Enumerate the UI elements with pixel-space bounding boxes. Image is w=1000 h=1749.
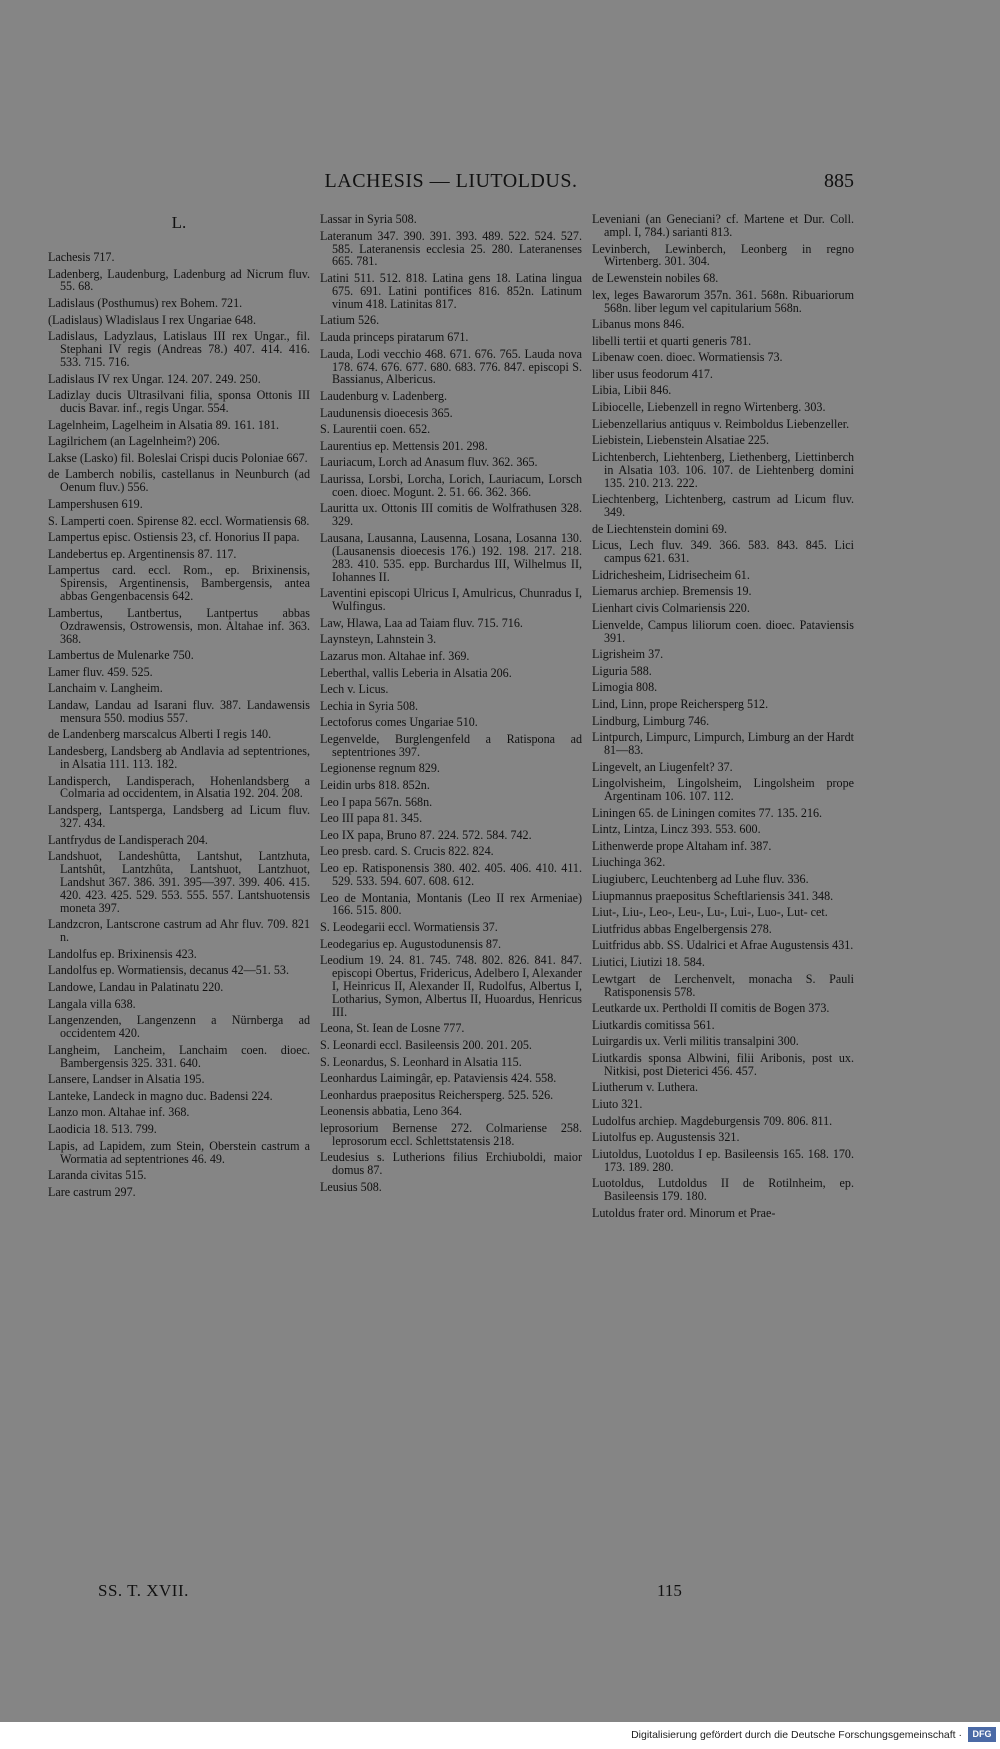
index-entry: de Lamberch nobilis, castellanus in Neunburch (ad Oenum fluv.) 556. [48, 467, 310, 495]
index-entry: Liebistein, Liebenstein Alsatiae 225. [592, 433, 769, 448]
index-entry: Lassar in Syria 508. [320, 212, 417, 226]
index-column-1 [48, 213, 310, 1202]
index-entry: Landowe, Landau in Palatinatu 220. [48, 980, 224, 995]
digitization-credit-bar [0, 1722, 1000, 1749]
index-entry: de Liechtenstein domini 69. [592, 521, 728, 536]
index-entry: de Lewenstein nobiles 68. [592, 271, 719, 285]
index-entry: S. Leodegarii eccl. Wormatiensis 37. [320, 920, 498, 934]
index-entry: Liugiuberc, Leuchtenberg ad Luhe fluv. 336. [592, 872, 809, 887]
index-entry: S. Lamperti coen. Spirense 82. eccl. Wormatiensis 68. [48, 513, 310, 528]
index-entry: libelli tertii et quarti generis 781. [592, 333, 752, 348]
index-entry: Liechtenberg, Lichtenberg, castrum ad Licum fluv. 349. [592, 492, 854, 520]
index-entry: Lauda, Lodi vecchio 468. 671. 676. 765. Lauda nova 178. 674. 676. 677. 680. 683. 776. 847. episcopi S. Bassianus, Albericus. [320, 346, 582, 387]
index-entry: Lichtenberch, Liehtenberg, Liethenberg, Liettinberch in Alsatia 103. 106. 107. de Liehtenberg domini 135. 210. 213. 222. [592, 449, 854, 490]
index-entry: S. Laurentii coen. 652. [320, 422, 431, 437]
index-entry: Leudesius s. Lutherions filius Erchiuboldi, maior domus 87. [320, 1150, 582, 1178]
index-entry: Leonhardus praepositus Reichersperg. 525. 526. [320, 1087, 554, 1102]
index-entry: Lintpurch, Limpurc, Limpurch, Limburg an der Hardt 81—83. [592, 730, 854, 757]
index-entry: Lanzo mon. Altahae inf. 368. [48, 1105, 190, 1120]
running-head [48, 170, 854, 198]
index-entry: Liupmannus praepositus Scheftlariensis 341. 348. [592, 888, 834, 903]
index-entry: Lintz, Lintza, Lincz 393. 553. 600. [592, 822, 761, 837]
index-entry: Liningen 65. de Liningen comites 77. 135. 216. [592, 805, 823, 820]
index-entry: Libenaw coen. dioec. Wormatiensis 73. [592, 350, 783, 365]
sheet-number: 115 [657, 1581, 682, 1600]
index-entry: Ludolfus archiep. Magdeburgensis 709. 806. 811. [592, 1113, 833, 1128]
signature-mark: SS. T. XVII. [98, 1581, 189, 1600]
index-entry: Leona, St. Iean de Losne 777. [320, 1021, 465, 1036]
dfg-logo-icon: DFG [968, 1727, 996, 1742]
index-entry: Lienvelde, Campus liliorum coen. dioec. Pataviensis 391. [592, 617, 854, 645]
index-entry: Lakse (Lasko) fil. Boleslai Crispi ducis Poloniae 667. [48, 450, 308, 465]
index-entry: Levinberch, Lewinberch, Leonberg in regno Wirtenberg. 301. 304. [592, 241, 854, 269]
index-entry: Lidrichesheim, Lidrisecheim 61. [592, 567, 750, 582]
page-title: LACHESIS — LIUTOLDUS. [324, 170, 578, 192]
index-entry: Laynsteyn, Lahnstein 3. [320, 632, 437, 647]
credit-text: Digitalisierung gefördert durch die Deutsche Forschungsgemeinschaft · [631, 1729, 962, 1741]
index-entry: Lithenwerde prope Altaham inf. 387. [592, 838, 772, 853]
index-entry: Landshuot, Landeshûtta, Lantshut, Lantzhuta, Lantshût, Lantzhûta, Lantshuot, Lantzhuot, Landshut 367. 386. 391. 395—397. 399. 406. 415. 420. 423. 425. 529. 553. 555. 557. Lantshuotensis moneta 397. [48, 849, 310, 915]
index-entry: Leo ep. Ratisponensis 380. 402. 405. 406. 410. 411. 529. 533. 594. 607. 608. 612. [320, 861, 582, 888]
index-entry: Lare castrum 297. [48, 1184, 136, 1199]
index-entry: Legionense regnum 829. [320, 761, 440, 776]
index-entry: Liguria 588. [592, 663, 652, 678]
index-entry: Liemarus archiep. Bremensis 19. [592, 584, 752, 599]
index-entry: Lazarus mon. Altahae inf. 369. [320, 648, 470, 663]
index-entry: Lachesis 717. [48, 249, 115, 264]
index-entry: Lectoforus comes Ungariae 510. [320, 715, 478, 730]
index-entry: Lewtgart de Lerchenvelt, monacha S. Pauli Ratisponensis 578. [592, 971, 854, 999]
index-entry: Landsperg, Lantsperga, Landsberg ad Licum fluv. 327. 434. [48, 803, 310, 830]
index-entry: Liuto 321. [592, 1097, 643, 1111]
index-entry: Libiocelle, Liebenzell in regno Wirtenberg. 303. [592, 400, 826, 415]
index-entry: Lechia in Syria 508. [320, 698, 419, 713]
index-entry: Liutici, Liutizi 18. 584. [592, 955, 705, 970]
index-entry: Langala villa 638. [48, 996, 136, 1011]
index-entry: Lingolvisheim, Lingolsheim, Lingolsheim prope Argentinam 106. 107. 112. [592, 776, 854, 804]
index-entry: Lauritta ux. Ottonis III comitis de Wolfrathusen 328. 329. [320, 501, 582, 529]
index-entry: Ligrisheim 37. [592, 647, 664, 662]
index-entry: Landaw, Landau ad Isarani fluv. 387. Landawensis mensura 550. modius 557. [48, 697, 310, 725]
index-entry: Leo I papa 567n. 568n. [320, 794, 433, 809]
index-entry: Luirgardis ux. Verli militis transalpini 300. [592, 1034, 799, 1049]
index-entry: Leveniani (an Geneciani? cf. Martene et Dur. Coll. ampl. I, 784.) sarianti 813. [592, 212, 854, 239]
index-entry: Lateranum 347. 390. 391. 393. 489. 522. 524. 527. 585. Lateranensis ecclesia 25. 280. Lateranenses 665. 781. [320, 228, 582, 269]
index-entry: Libia, Libii 846. [592, 383, 672, 398]
index-entry: Libanus mons 846. [592, 317, 685, 332]
index-entry: Lantfrydus de Landisperach 204. [48, 832, 208, 847]
index-entry: Lanteke, Landeck in magno duc. Badensi 224. [48, 1088, 273, 1103]
index-entry: Lampertus episc. Ostiensis 23, cf. Honorius II papa. [48, 530, 300, 545]
index-entry: Liuchinga 362. [592, 855, 666, 870]
index-entry: Langenzenden, Langenzenn a Nürnberga ad occidentem 420. [48, 1013, 310, 1041]
index-column-3 [592, 213, 854, 1223]
index-entry: Lech v. Licus. [320, 682, 389, 697]
index-entry: Lagilrichem (an Lagelnheim?) 206. [48, 434, 220, 449]
index-entry: Lausana, Lausanna, Lausenna, Losana, Losanna 130. (Lausanensis dioecesis 176.) 192. 198. 217. 218. 283. 410. 535. epp. Burchardus III, Wilhelmus II, Iohannes II. [320, 530, 582, 584]
index-entry: de Landenberg marscalcus Alberti I regis 140. [48, 727, 272, 742]
index-entry: Ladizlay ducis Ultrasilvani filia, sponsa Ottonis III ducis Bavar. inf., regis Ungar. 554. [48, 388, 310, 416]
index-entry: Legenvelde, Burglengenfeld a Ratispona ad septentriones 397. [320, 731, 582, 759]
index-entry: leprosorium Bernense 272. Colmariense 258. leprosorum eccl. Schlettstatensis 218. [320, 1120, 582, 1148]
index-entry: (Ladislaus) Wladislaus I rex Ungariae 648. [48, 312, 256, 327]
index-entry: Lambertus de Mulenarke 750. [48, 648, 194, 663]
index-entry: Law, Hlawa, Laa ad Taiam fluv. 715. 716. [320, 615, 523, 630]
index-entry: Landolfus ep. Brixinensis 423. [48, 946, 197, 961]
index-entry: Luitfridus abb. SS. Udalrici et Afrae Augustensis 431. [592, 938, 854, 953]
index-entry: Lansere, Landser in Alsatia 195. [48, 1072, 205, 1087]
index-entry: Liutkardis comitissa 561. [592, 1017, 715, 1032]
index-entry: Lambertus, Lantbertus, Lantpertus abbas Ozdrawensis, Ostrowensis, mon. Altahae inf. 363. 368. [48, 605, 310, 646]
index-entry: Laranda civitas 515. [48, 1168, 147, 1183]
index-entry: Lutoldus frater ord. Minorum et Prae- [592, 1205, 776, 1220]
index-entry: Ladislaus IV rex Ungar. 124. 207. 249. 250. [48, 371, 261, 386]
index-column-2 [320, 213, 582, 1198]
index-entry: Leusius 508. [320, 1179, 382, 1194]
index-entry: Langheim, Lancheim, Lanchaim coen. dioec. Bambergensis 325. 331. 640. [48, 1042, 310, 1070]
index-entry: Leonhardus Laimingâr, ep. Pataviensis 424. 558. [320, 1071, 557, 1086]
index-entry: Lampershusen 619. [48, 496, 143, 511]
index-entry: Laudenburg v. Ladenberg. [320, 389, 448, 403]
index-entry: Latium 526. [320, 313, 380, 328]
index-entry: Leo IX papa, Bruno 87. 224. 572. 584. 742. [320, 827, 532, 842]
index-entry: Lindburg, Limburg 746. [592, 713, 710, 728]
index-entry: Lauda princeps piratarum 671. [320, 330, 469, 344]
index-entry: Luotoldus, Lutdoldus II de Rotilnheim, ep. Basileensis 179. 180. [592, 1176, 854, 1204]
index-entry: Liutoldus, Luotoldus I ep. Basileensis 165. 168. 170. 173. 189. 280. [592, 1146, 854, 1174]
index-entry: Laodicia 18. 513. 799. [48, 1122, 157, 1136]
index-entry: Lampertus card. eccl. Rom., ep. Brixinensis, Spirensis, Argentinensis, Bambergensis, antea abbas Gengenbacensis 642. [48, 563, 310, 604]
index-entry: Lapis, ad Lapidem, zum Stein, Oberstein castrum a Wormatia ad septentriones 46. 49. [48, 1138, 310, 1166]
index-entry: Landebertus ep. Argentinensis 87. 117. [48, 546, 237, 561]
index-entry: Landzcron, Lantscrone castrum ad Ahr fluv. 709. 821 n. [48, 917, 310, 945]
index-entry: S. Leonardi eccl. Basileensis 200. 201. 205. [320, 1038, 532, 1052]
section-letter: L. [171, 213, 187, 232]
index-entry: Liutkardis sponsa Albwini, filii Aribonis, post ux. Nitkisi, post Dieterici 456. 457. [592, 1050, 854, 1078]
index-entry: Lind, Linn, prope Reichersperg 512. [592, 696, 769, 711]
index-entry: Lanchaim v. Langheim. [48, 681, 163, 696]
index-entry: Landesberg, Landsberg ab Andlavia ad septentriones, in Alsatia 111. 113. 182. [48, 744, 310, 771]
index-entry: Leo de Montania, Montanis (Leo II rex Armeniae) 166. 515. 800. [320, 890, 582, 918]
index-entry: Ladislaus, Ladyzlaus, Latislaus III rex Ungar., fil. Stephani IV regis (Andreas 78.) 407. 414. 416. 533. 715. 716. [48, 329, 310, 369]
page-number: 885 [824, 170, 854, 192]
index-entry: Liutolfus ep. Augustensis 321. [592, 1130, 740, 1145]
index-entry: Limogia 808. [592, 680, 658, 695]
index-entry: Leberthal, vallis Leberia in Alsatia 206. [320, 665, 512, 680]
index-entry: Licus, Lech fluv. 349. 366. 583. 843. 845. Lici campus 621. 631. [592, 538, 854, 566]
index-entry: Lamer fluv. 459. 525. [48, 664, 153, 679]
index-entry: Leo presb. card. S. Crucis 822. 824. [320, 844, 494, 859]
index-entry: Laurentius ep. Mettensis 201. 298. [320, 438, 488, 453]
index-entry: Liutfridus abbas Engelbergensis 278. [592, 921, 772, 936]
index-entry: Lingevelt, an Liugenfelt? 37. [592, 759, 733, 774]
index-entry: S. Leonardus, S. Leonhard in Alsatia 115. [320, 1054, 522, 1069]
index-entry: Lagelnheim, Lagelheim in Alsatia 89. 161. 181. [48, 417, 280, 432]
index-entry: Leonensis abbatia, Leno 364. [320, 1104, 463, 1119]
index-entry: Leutkarde ux. Pertholdi II comitis de Bogen 373. [592, 1001, 830, 1016]
index-entry: Ladislaus (Posthumus) rex Bohem. 721. [48, 296, 243, 310]
index-entry: Ladenberg, Laudenburg, Ladenburg ad Nicrum fluv. 55. 68. [48, 266, 310, 294]
index-entry: Leidin urbs 818. 852n. [320, 778, 430, 793]
index-entry: Lauriacum, Lorch ad Anasum fluv. 362. 365. [320, 455, 538, 470]
index-entry: Landisperch, Landisperach, Hohenlandsberg a Colmaria ad occidentem, in Alsatia 192. 204. 208. [48, 773, 310, 801]
index-entry: Laurissa, Lorsbi, Lorcha, Lorich, Lauriacum, Lorsch coen. dioec. Mogunt. 2. 51. 66. 362. 366. [320, 471, 582, 499]
index-entry: Leo III papa 81. 345. [320, 811, 423, 826]
index-entry: Laventini episcopi Ulricus I, Amulricus, Chunradus I, Wulfingus. [320, 586, 582, 614]
index-entry: liber usus feodorum 417. [592, 366, 713, 381]
index-entry: Liutherum v. Luthera. [592, 1080, 699, 1095]
index-entry: Liut-, Liu-, Leo-, Leu-, Lu-, Lui-, Luo-, Lut- cet. [592, 905, 828, 920]
index-entry: Latini 511. 512. 818. Latina gens 18. Latina lingua 675. 691. Latini pontifices 816. 852n. Latinum vinum 418. Latinitas 817. [320, 271, 582, 311]
index-entry: Liebenzellarius antiquus v. Reimboldus Liebenzeller. [592, 416, 850, 431]
index-entry: Lienhart civis Colmariensis 220. [592, 601, 750, 616]
index-entry: Leodegarius ep. Augustodunensis 87. [320, 936, 502, 951]
index-entry: Laudunensis dioecesis 365. [320, 405, 453, 420]
index-entry: Landolfus ep. Wormatiensis, decanus 42—51. 53. [48, 963, 289, 978]
index-entry: Leodium 19. 24. 81. 745. 748. 802. 826. 841. 847. episcopi Obertus, Fridericus, Adelbero I, Alexander I, Heinricus II, Alexander II, Rudolfus, Albertus I, Lotharius, Symon, Albertus II, Huoardus, Henricus III. [320, 953, 582, 1019]
index-entry: lex, leges Bawarorum 357n. 361. 568n. Ribuariorum 568n. liber legum vel capitularium 568n. [592, 287, 854, 315]
